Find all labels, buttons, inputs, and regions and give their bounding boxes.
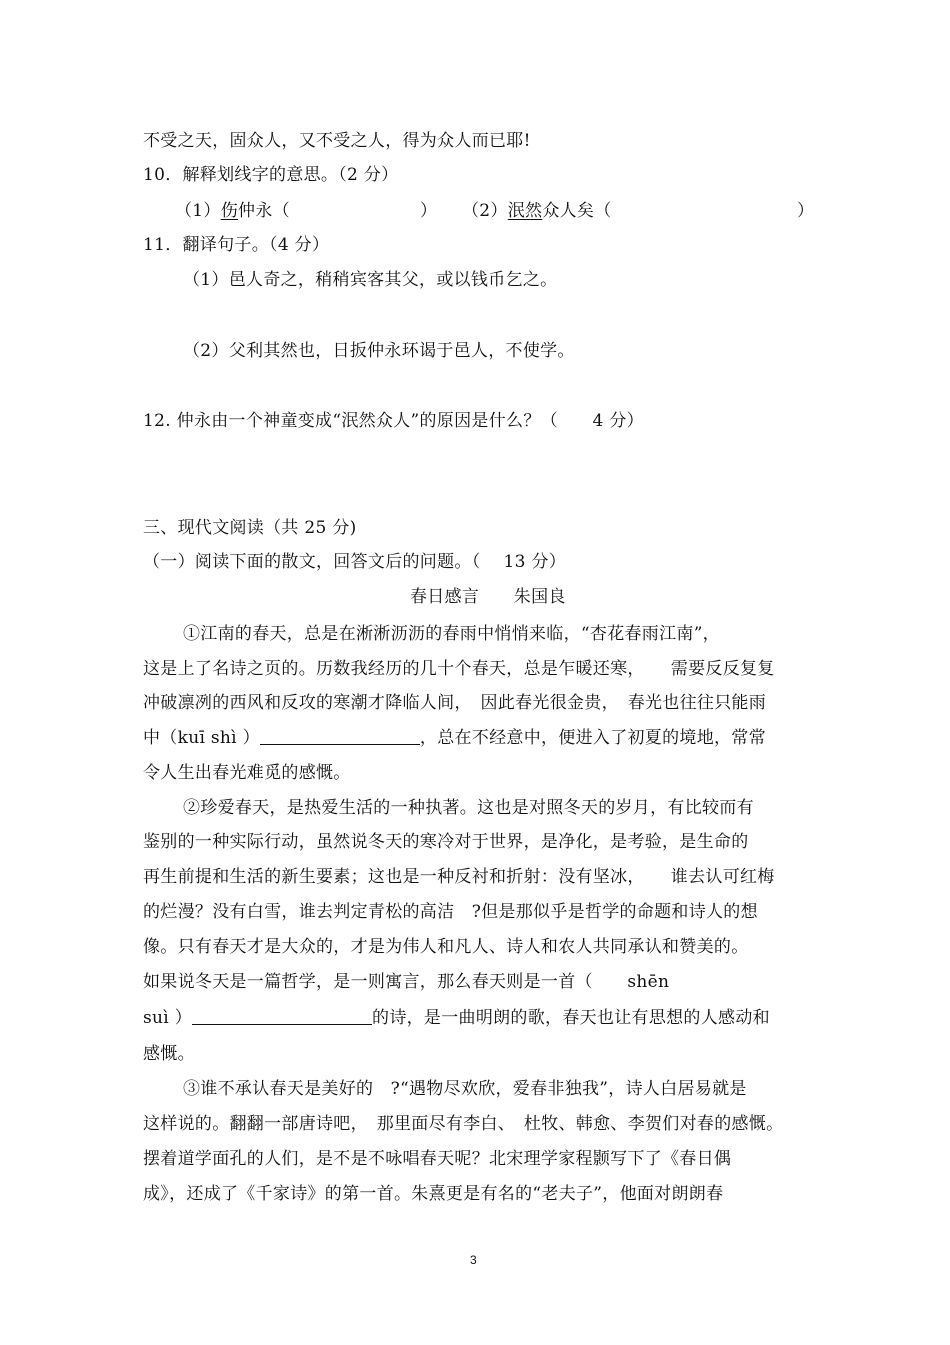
item-prefix: （1） [175,201,221,221]
item-text: 仲永（ [238,201,290,221]
fill-in-blank[interactable] [260,728,420,745]
question-10: 10．解释划线字的意思。（2 分） [143,165,399,185]
subsection-heading: （一）阅读下面的散文，回答文后的问题。（ 13 分） [143,552,567,572]
paragraph-line: ①江南的春天，总是在淅淅沥沥的春雨中悄悄来临，“杏花春雨江南”， [183,624,720,644]
paragraph-line: 冲破凛冽的西风和反攻的寒潮才降临人间， 因此春光很金贵， 春光也往往只能雨 [143,693,767,713]
item-prefix: （2） [462,201,508,221]
paragraph-line: 再生前提和生活的新生要素；这也是一种反衬和折射：没有坚冰， 谁去认可红梅 [143,867,775,887]
question-11-item-1: （1）邑人奇之，稍稍宾客其父，或以钱币乞之。 [183,270,558,290]
answer-bracket-close: ） [420,201,438,221]
question-10-item-1 [175,200,290,222]
pinyin-prompt: 中（kuī shì ） [143,728,260,748]
underlined-word: 泯然 [507,201,543,221]
article-title: 春日感言 朱国良 [410,587,566,607]
paragraph-line: 像。只有春天才是大众的，才是为伟人和凡人、诗人和农人共同承认和赞美的。 [143,937,749,957]
paragraph-line: 这是上了名诗之页的。历数我经历的几十个春天，总是乍暖还寒， 需要反反复复 [143,659,775,679]
paragraph-line: ③谁不承认春天是美好的 ?“遇物尽欢欣，爱春非独我”，诗人白居易就是 [183,1079,747,1099]
question-12: 12. 仲永由一个神童变成“泯然众人”的原因是什么？（ 4 分） [143,411,644,431]
paragraph-line: 如果说冬天是一篇哲学，是一则寓言，那么春天则是一首（ shēn [143,972,670,992]
question-10-item-2 [462,200,612,222]
answer-bracket-close: ） [797,201,815,221]
fill-in-blank[interactable] [192,1008,372,1025]
page-number: 3 [470,1253,477,1267]
paragraph-line-with-blank [143,1007,770,1029]
paragraph-line: ②珍爱春天，是热爱生活的一种执著。这也是对照冬天的岁月，有比较而有 [183,798,754,818]
question-11: 11．翻译句子。（4 分） [143,235,330,255]
paragraph-line: 成》，还成了《千家诗》的第一首。朱熹更是有名的“老夫子”，他面对朗朗春 [143,1184,724,1204]
paragraph-line: 的烂漫？没有白雪，谁去判定青松的高洁 ?但是那似乎是哲学的命题和诗人的想 [143,902,758,922]
underlined-word: 伤 [220,201,239,221]
paragraph-line: 感慨。 [143,1044,195,1064]
question-11-item-2: （2）父利其然也，日扳仲永环谒于邑人，不使学。 [183,341,575,361]
text-line: 不受之天，固众人，又不受之人，得为众人而已耶! [143,131,531,151]
item-text: 众人矣（ [542,201,612,221]
paragraph-line: 令人生出春光难觅的感慨。 [143,763,351,783]
text-segment: 的诗，是一曲明朗的歌，春天也让有思想的人感动和 [372,1008,770,1028]
pinyin-prompt: suì ） [143,1008,193,1028]
text-segment: ，总在不经意中，便进入了初夏的境地，常常 [419,728,766,748]
section-heading: 三、现代文阅读（共 25 分) [143,518,357,538]
paragraph-line-with-blank [143,727,766,749]
paragraph-line: 摆着道学面孔的人们，是不是不咏唱春天呢？北宋理学家程颢写下了《春日偶 [143,1149,732,1169]
paragraph-line: 鉴别的一种实际行动，虽然说冬天的寒冷对于世界，是净化，是考验，是生命的 [143,832,749,852]
paragraph-line: 这样说的。翻翻一部唐诗吧， 那里面尽有李白、 杜牧、韩愈、李贺们对春的感慨。 [143,1114,784,1134]
